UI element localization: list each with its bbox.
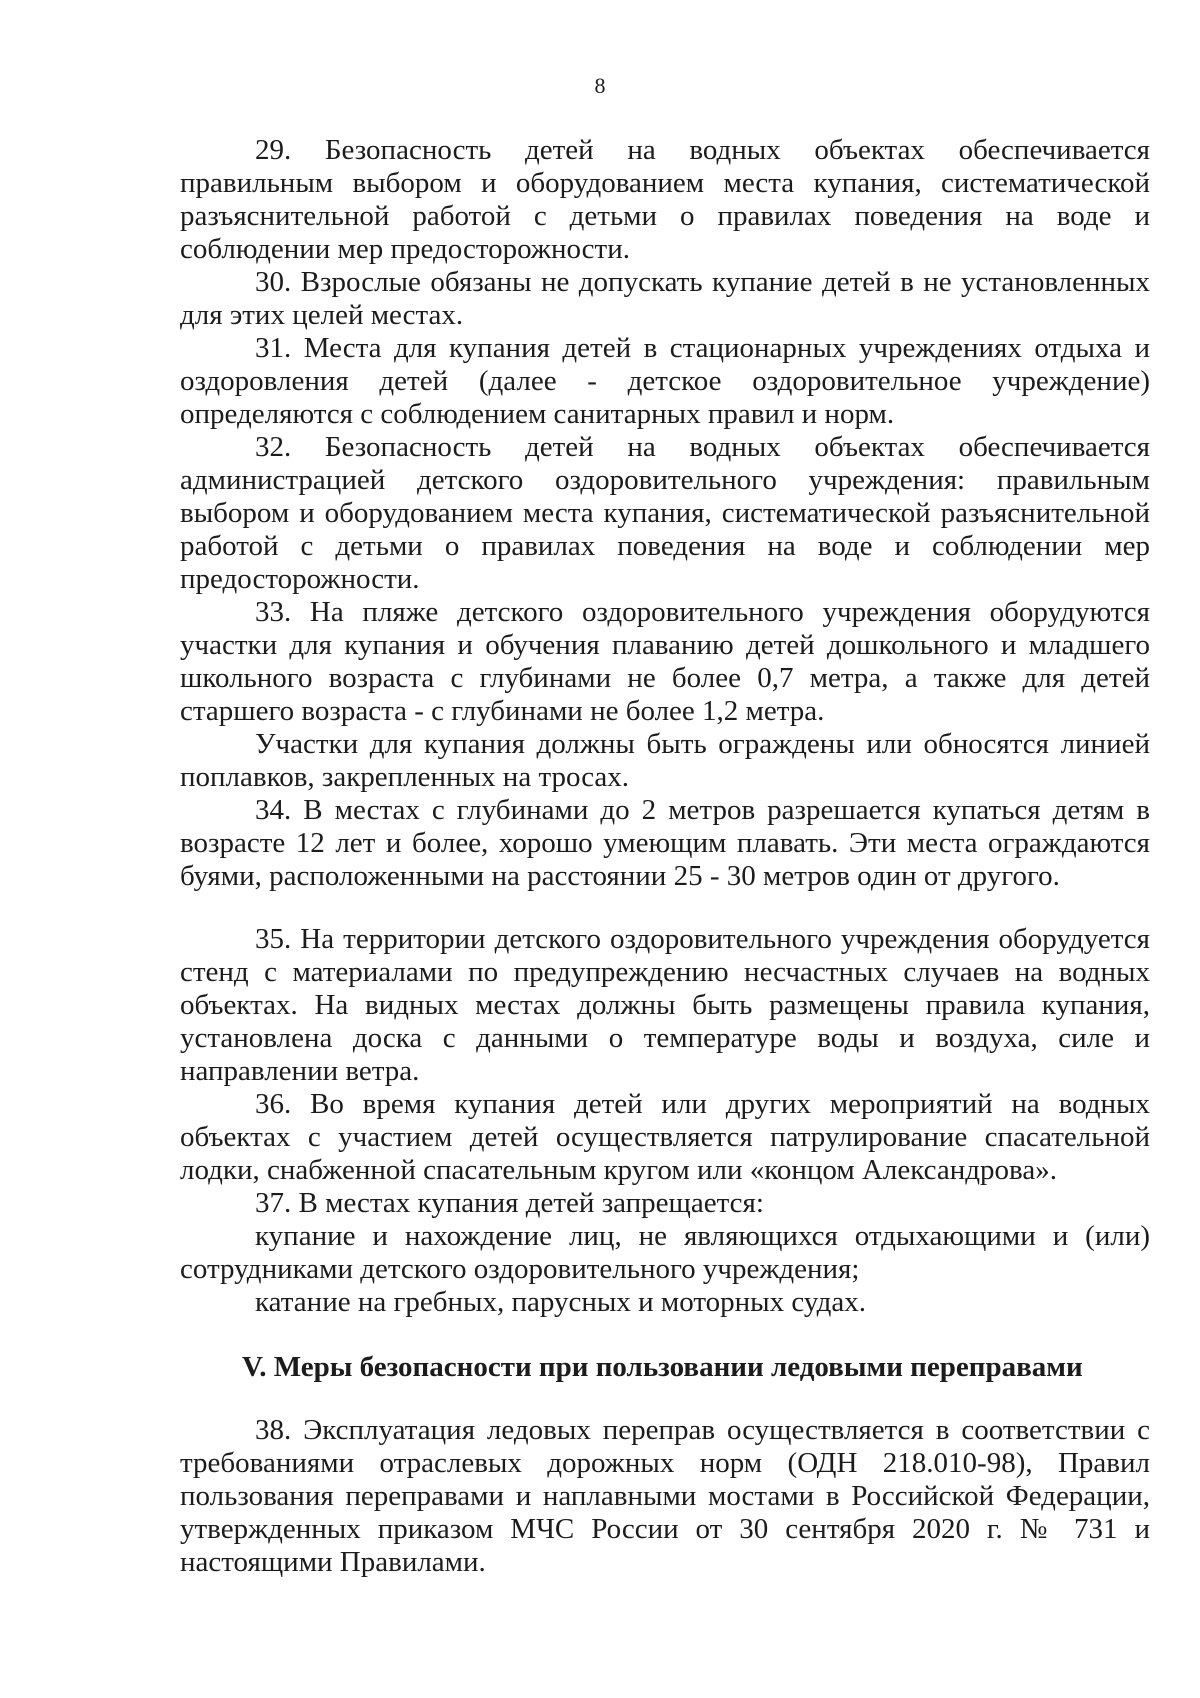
paragraph-36: 36. Во время купания детей или других мероприятий на водных объектах с участием детей осуществляется патрулирование спасательной лодки, снабженной спасательным кругом или «концом Александрова».	[180, 1088, 1150, 1186]
paragraph-33-continuation: Участки для купания должны быть ограждены или обносятся линией поплавков, закрепленных на тросах.	[180, 728, 1150, 793]
paragraph-33: 33. На пляже детского оздоровительного учреждения оборудуются участки для купания и обучения плаванию детей дошкольного и младшего школьного возраста с глубинами не более 0,7 метра, а также для детей старшего возраста - с глубинами не более 1,2 метра.	[180, 596, 1150, 727]
paragraph-37-item-1: купание и нахождение лиц, не являющихся отдыхающими и (или) сотрудниками детского оздоровительного учреждения;	[180, 1220, 1150, 1285]
page-number: 8	[594, 73, 606, 98]
paragraph-32: 32. Безопасность детей на водных объектах обеспечивается администрацией детского оздоровительного учреждения: правильным выбором и оборудованием места купания, систематической разъяснительной работой с детьми о правилах поведения на воде и соблюдении мер предосторожности.	[180, 431, 1150, 595]
paragraph-31: 31. Места для купания детей в стационарных учреждениях отдыха и оздоровления детей (далее - детское оздоровительное учреждение) определяются с соблюдением санитарных правил и норм.	[180, 332, 1150, 430]
paragraph-37-item-2: катание на гребных, парусных и моторных судах.	[255, 1286, 866, 1318]
section-heading: V. Меры безопасности при пользовании ледовыми переправами	[242, 1351, 1083, 1383]
paragraph-gap	[180, 893, 1150, 923]
paragraph-37: 37. В местах купания детей запрещается:	[255, 1187, 764, 1219]
document-body	[180, 134, 1150, 1579]
paragraph-38: 38. Эксплуатация ледовых переправ осуществляется в соответствии с требованиями отраслевых дорожных норм (ОДН 218.010-98), Правил пользования переправами и наплавными мостами в Российской Федерации, утвержденных приказом МЧС России от 30 сентября 2020 г. № 731 и настоящими Правилами.	[180, 1414, 1150, 1578]
paragraph-35: 35. На территории детского оздоровительного учреждения оборудуется стенд с материалами по предупреждению несчастных случаев на водных объектах. На видных местах должны быть размещены правила купания, установлена доска с данными о температуре воды и воздуха, силе и направлении ветра.	[180, 923, 1150, 1087]
paragraph-30: 30. Взрослые обязаны не допускать купание детей в не установленных для этих целей местах.	[180, 266, 1150, 331]
paragraph-29: 29. Безопасность детей на водных объектах обеспечивается правильным выбором и оборудованием места купания, систематической разъяснительной работой с детьми о правилах поведения на воде и соблюдении мер предосторожности.	[180, 134, 1150, 265]
paragraph-34: 34. В местах с глубинами до 2 метров разрешается купаться детям в возрасте 12 лет и более, хорошо умеющим плавать. Эти места ограждаются буями, расположенными на расстоянии 25 - 30 метров один от другого.	[180, 794, 1150, 892]
